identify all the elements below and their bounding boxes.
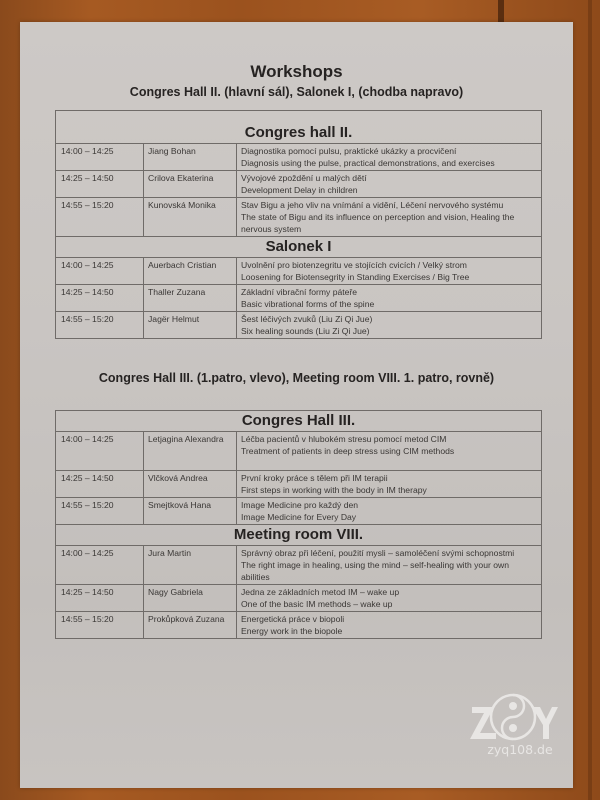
title-en: Six healing sounds (Liu Zi Qi Jue) <box>241 326 370 336</box>
room-header <box>56 111 542 144</box>
table-row <box>56 258 542 285</box>
session-title <box>237 171 542 198</box>
title-en: The right image in healing, using the mind – self-healing with your own abilities <box>241 560 509 582</box>
title-cz: Základní vibrační formy páteře <box>241 287 358 297</box>
schedule-table-2 <box>55 410 542 639</box>
session-speaker: Jagër Helmut <box>144 312 237 339</box>
session-title <box>237 285 542 312</box>
session-speaker: Jura Martin <box>144 546 237 585</box>
session-speaker: Crilova Ekaterina <box>144 171 237 198</box>
session-title <box>237 546 542 585</box>
session-time: 14:00 – 14:25 <box>56 432 144 471</box>
table-row <box>56 546 542 585</box>
session-time: 14:00 – 14:25 <box>56 258 144 285</box>
session-title <box>237 144 542 171</box>
room-name: Congres Hall III. <box>56 411 542 432</box>
title-cz: Energetická práce v biopoli <box>241 614 345 624</box>
room-header <box>56 525 542 546</box>
session-title <box>237 471 542 498</box>
room-header <box>56 237 542 258</box>
session-time: 14:55 – 15:20 <box>56 498 144 525</box>
session-speaker: Prokůpková Zuzana <box>144 612 237 639</box>
title-cz: Diagnostika pomocí pulsu, praktické ukázky a procvičení <box>241 146 457 156</box>
title-en: Treatment of patients in deep stress using CIM methods <box>241 446 455 456</box>
session-time: 14:55 – 15:20 <box>56 198 144 237</box>
door-edge <box>588 0 592 800</box>
table-row <box>56 498 542 525</box>
title-cz: Vývojové zpoždění u malých dětí <box>241 173 367 183</box>
poster-subtitle-2: Congres Hall III. (1.patro, vlevo), Meeting room VIII. 1. patro, rovně) <box>98 371 495 385</box>
session-title <box>237 432 542 471</box>
session-speaker: Auerbach Cristian <box>144 258 237 285</box>
session-time: 14:00 – 14:25 <box>56 546 144 585</box>
session-speaker: Thaller Zuzana <box>144 285 237 312</box>
session-speaker: Jiang Bohan <box>144 144 237 171</box>
title-cz: Uvolnění pro biotenzegritu ve stojících cvicích / Velký strom <box>241 260 467 270</box>
session-time: 14:25 – 14:50 <box>56 285 144 312</box>
session-speaker: Letjagina Alexandra <box>144 432 237 471</box>
table-row <box>56 198 542 237</box>
yin-yang-icon <box>491 695 535 739</box>
table-row <box>56 471 542 498</box>
session-speaker: Kunovská Monika <box>144 198 237 237</box>
title-en: One of the basic IM methods – wake up <box>241 599 393 609</box>
session-time: 14:55 – 15:20 <box>56 312 144 339</box>
table-row <box>56 171 542 198</box>
session-time: 14:55 – 15:20 <box>56 612 144 639</box>
room-name: Congres hall II. <box>56 111 542 144</box>
session-time: 14:25 – 14:50 <box>56 471 144 498</box>
title-cz: Stav Bigu a jeho vliv na vnímání a vidění, Léčení nervového systému <box>241 200 504 210</box>
poster-subtitle-1: Congres Hall II. (hlavní sál), Salonek I, (chodba napravo) <box>129 85 464 99</box>
table-row <box>56 585 542 612</box>
session-title <box>237 498 542 525</box>
table-row <box>56 612 542 639</box>
poster-title: Workshops <box>250 62 343 81</box>
watermark-text: zyq108.de <box>487 742 553 757</box>
session-time: 14:25 – 14:50 <box>56 171 144 198</box>
title-cz: Šest léčivých zvuků (Liu Zi Qi Jue) <box>241 314 373 324</box>
title-en: The state of Bigu and its influence on perception and vision, Healing the nervous system <box>241 212 515 234</box>
table-row <box>56 312 542 339</box>
schedule-table-1 <box>55 110 542 339</box>
session-title <box>237 198 542 237</box>
room-header <box>56 411 542 432</box>
table-row <box>56 144 542 171</box>
title-cz: Image Medicine pro každý den <box>241 500 359 510</box>
session-title <box>237 585 542 612</box>
session-time: 14:25 – 14:50 <box>56 585 144 612</box>
title-cz: Jedna ze základních metod IM – wake up <box>241 587 400 597</box>
title-en: Basic vibrational forms of the spine <box>241 299 375 309</box>
session-title <box>237 612 542 639</box>
session-speaker: Nagy Gabriela <box>144 585 237 612</box>
room-name: Meeting room VIII. <box>56 525 542 546</box>
session-speaker: Vlčková Andrea <box>144 471 237 498</box>
title-cz: Správný obraz při léčení, použití mysli – samoléčení svými schopnostmi <box>241 548 515 558</box>
session-title <box>237 258 542 285</box>
table-row <box>56 285 542 312</box>
session-title <box>237 312 542 339</box>
session-speaker: Smejtková Hana <box>144 498 237 525</box>
title-en: First steps in working with the body in IM therapy <box>241 485 427 495</box>
title-cz: První kroky práce s tělem při IM terapii <box>241 473 388 483</box>
title-en: Loosening for Biotensegrity in Standing Exercises / Big Tree <box>241 272 470 282</box>
letter-y <box>532 707 558 739</box>
title-en: Diagnosis using the pulse, practical demonstrations, and exercises <box>241 158 495 168</box>
table-row <box>56 432 542 471</box>
room-name: Salonek I <box>56 237 542 258</box>
title-en: Development Delay in children <box>241 185 358 195</box>
schedule-poster <box>20 22 573 788</box>
title-en: Image Medicine for Every Day <box>241 512 357 522</box>
title-cz: Léčba pacientů v hlubokém stresu pomocí metod CIM <box>241 434 447 444</box>
session-time: 14:00 – 14:25 <box>56 144 144 171</box>
title-en: Energy work in the biopole <box>241 626 343 636</box>
